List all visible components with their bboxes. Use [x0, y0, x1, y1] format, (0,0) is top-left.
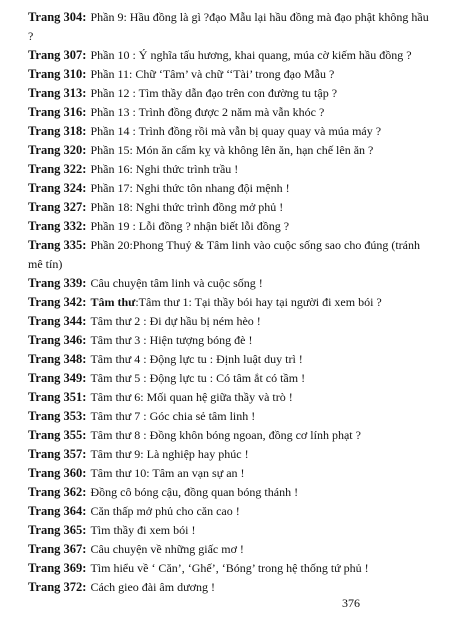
toc-entry — [28, 141, 434, 160]
toc-entry — [28, 502, 434, 521]
toc-entry-text: Phần 19 : Lỗi đồng ? nhận biết lỗi đồng ? — [90, 219, 290, 233]
toc-entry — [28, 46, 434, 65]
toc-entry — [28, 369, 434, 388]
toc-entry — [28, 426, 434, 445]
toc-entry — [28, 160, 434, 179]
toc-entry-text: Tâm thư 6: Mối quan hệ giữa thầy và trò ! — [90, 390, 293, 404]
table-of-contents — [28, 8, 434, 597]
toc-page-ref: Trang 342: — [28, 295, 87, 309]
toc-page-ref: Trang 367: — [28, 542, 87, 556]
toc-page-ref: Trang 344: — [28, 314, 87, 328]
toc-entry — [28, 331, 434, 350]
toc-entry — [28, 388, 434, 407]
toc-page-ref: Trang 310: — [28, 67, 87, 81]
toc-page-ref: Trang 364: — [28, 504, 87, 518]
toc-entry — [28, 84, 434, 103]
toc-page-ref: Trang 369: — [28, 561, 87, 575]
toc-entry-text: Phần 17: Nghi thức tôn nhang đội mệnh ! — [90, 181, 290, 195]
toc-entry — [28, 8, 434, 46]
toc-entry — [28, 217, 434, 236]
toc-entry-text: Cách gieo đài âm dương ! — [90, 580, 215, 594]
toc-page-ref: Trang 304: — [28, 10, 87, 24]
page-number: 376 — [342, 596, 360, 610]
toc-entry-text: Đồng cô bóng cậu, đồng quan bóng thánh ! — [90, 485, 299, 499]
toc-entry — [28, 122, 434, 141]
toc-page-ref: Trang 307: — [28, 48, 87, 62]
toc-entry-text: Tìm hiểu về ‘ Căn’, ‘Ghế’, ‘Bóng’ trong hệ thống tứ phủ ! — [90, 561, 369, 575]
toc-entry-text: Phần 18: Nghi thức trình đồng mở phủ ! — [90, 200, 284, 214]
toc-entry-text: Phần 9: Hầu đồng là gì ?đạo Mẫu lại hầu đồng mà đạo phật không hầu ? — [28, 10, 429, 43]
toc-page-ref: Trang 357: — [28, 447, 87, 461]
toc-entry-text: Phần 11: Chữ ‘Tâm’ và chữ ‘‘Tài’ trong đạo Mẫu ? — [90, 67, 335, 81]
toc-page-ref: Trang 353: — [28, 409, 87, 423]
toc-page-ref: Trang 313: — [28, 86, 87, 100]
toc-entry-text: Tâm thư 8 : Đồng khôn bóng ngoan, đồng cơ lính phạt ? — [90, 428, 361, 442]
toc-entry-text: Phần 10 : Ý nghĩa tấu hương, khai quang, múa cờ kiếm hầu đồng ? — [90, 48, 412, 62]
toc-page-ref: Trang 332: — [28, 219, 87, 233]
toc-entry — [28, 312, 434, 331]
toc-entry-text: Tâm thư 5 : Động lực tu : Có tâm ắt có tầm ! — [90, 371, 306, 385]
toc-page-ref: Trang 322: — [28, 162, 87, 176]
toc-entry-text: Phần 15: Món ăn cấm kỵ và không lên ăn, hạn chế lên ăn ? — [90, 143, 374, 157]
toc-entry — [28, 293, 434, 312]
toc-entry-text: Tìm thầy đi xem bói ! — [90, 523, 196, 537]
toc-entry-text: Câu chuyện về những giấc mơ ! — [90, 542, 244, 556]
toc-page-ref: Trang 335: — [28, 238, 87, 252]
toc-page-ref: Trang 348: — [28, 352, 87, 366]
toc-page-ref: Trang 346: — [28, 333, 87, 347]
toc-entry-text: Tâm thư 9: Là nghiệp hay phúc ! — [90, 447, 249, 461]
toc-page-ref: Trang 349: — [28, 371, 87, 385]
toc-entry — [28, 274, 434, 293]
toc-entry-text: Phần 16: Nghi thức trình trầu ! — [90, 162, 239, 176]
toc-entry-text: :Tâm thư 1: Tại thầy bói hay tại người đi xem bói ? — [135, 295, 382, 309]
toc-page-ref: Trang 372: — [28, 580, 87, 594]
toc-entry-text: Tâm thư 10: Tâm an vạn sự an ! — [90, 466, 245, 480]
toc-entry-text: Phần 14 : Trình đồng rồi mà vẫn bị quay quay và múa máy ? — [90, 124, 382, 138]
toc-page-ref: Trang 324: — [28, 181, 87, 195]
toc-page-ref: Trang 351: — [28, 390, 87, 404]
toc-entry — [28, 350, 434, 369]
toc-page-ref: Trang 318: — [28, 124, 87, 138]
toc-entry — [28, 65, 434, 84]
toc-entry — [28, 559, 434, 578]
toc-entry-text: Tâm thư 7 : Góc chia sẻ tâm linh ! — [90, 409, 256, 423]
toc-entry-bold-text: Tâm thư — [90, 295, 136, 309]
toc-page-ref: Trang 362: — [28, 485, 87, 499]
toc-entry — [28, 521, 434, 540]
toc-entry-text: Tâm thư 4 : Động lực tu : Định luật duy trì ! — [90, 352, 303, 366]
toc-entry — [28, 483, 434, 502]
toc-entry — [28, 464, 434, 483]
toc-page-ref: Trang 365: — [28, 523, 87, 537]
toc-entry-text: Phần 20:Phong Thuỷ & Tâm linh vào cuộc sống sao cho đúng (tránh mê tín) — [28, 238, 420, 271]
toc-entry — [28, 445, 434, 464]
toc-entry — [28, 198, 434, 217]
toc-entry — [28, 236, 434, 274]
toc-entry — [28, 179, 434, 198]
toc-page-ref: Trang 320: — [28, 143, 87, 157]
toc-entry — [28, 540, 434, 559]
toc-page-ref: Trang 339: — [28, 276, 87, 290]
toc-entry — [28, 578, 434, 597]
toc-entry — [28, 407, 434, 426]
toc-entry-text: Câu chuyện tâm linh và cuộc sống ! — [90, 276, 263, 290]
toc-entry-text: Căn thấp mở phủ cho căn cao ! — [90, 504, 240, 518]
toc-page-ref: Trang 360: — [28, 466, 87, 480]
toc-entry-text: Phần 13 : Trình đồng được 2 năm mà vẫn khóc ? — [90, 105, 325, 119]
toc-page-ref: Trang 316: — [28, 105, 87, 119]
toc-entry — [28, 103, 434, 122]
toc-page-ref: Trang 327: — [28, 200, 87, 214]
toc-entry-text: Tâm thư 2 : Đi dự hầu bị ném hèo ! — [90, 314, 261, 328]
toc-entry-text: Phần 12 : Tìm thầy dẫn đạo trên con đường tu tập ? — [90, 86, 338, 100]
toc-entry-text: Tâm thư 3 : Hiện tượng bóng đè ! — [90, 333, 253, 347]
toc-page-ref: Trang 355: — [28, 428, 87, 442]
